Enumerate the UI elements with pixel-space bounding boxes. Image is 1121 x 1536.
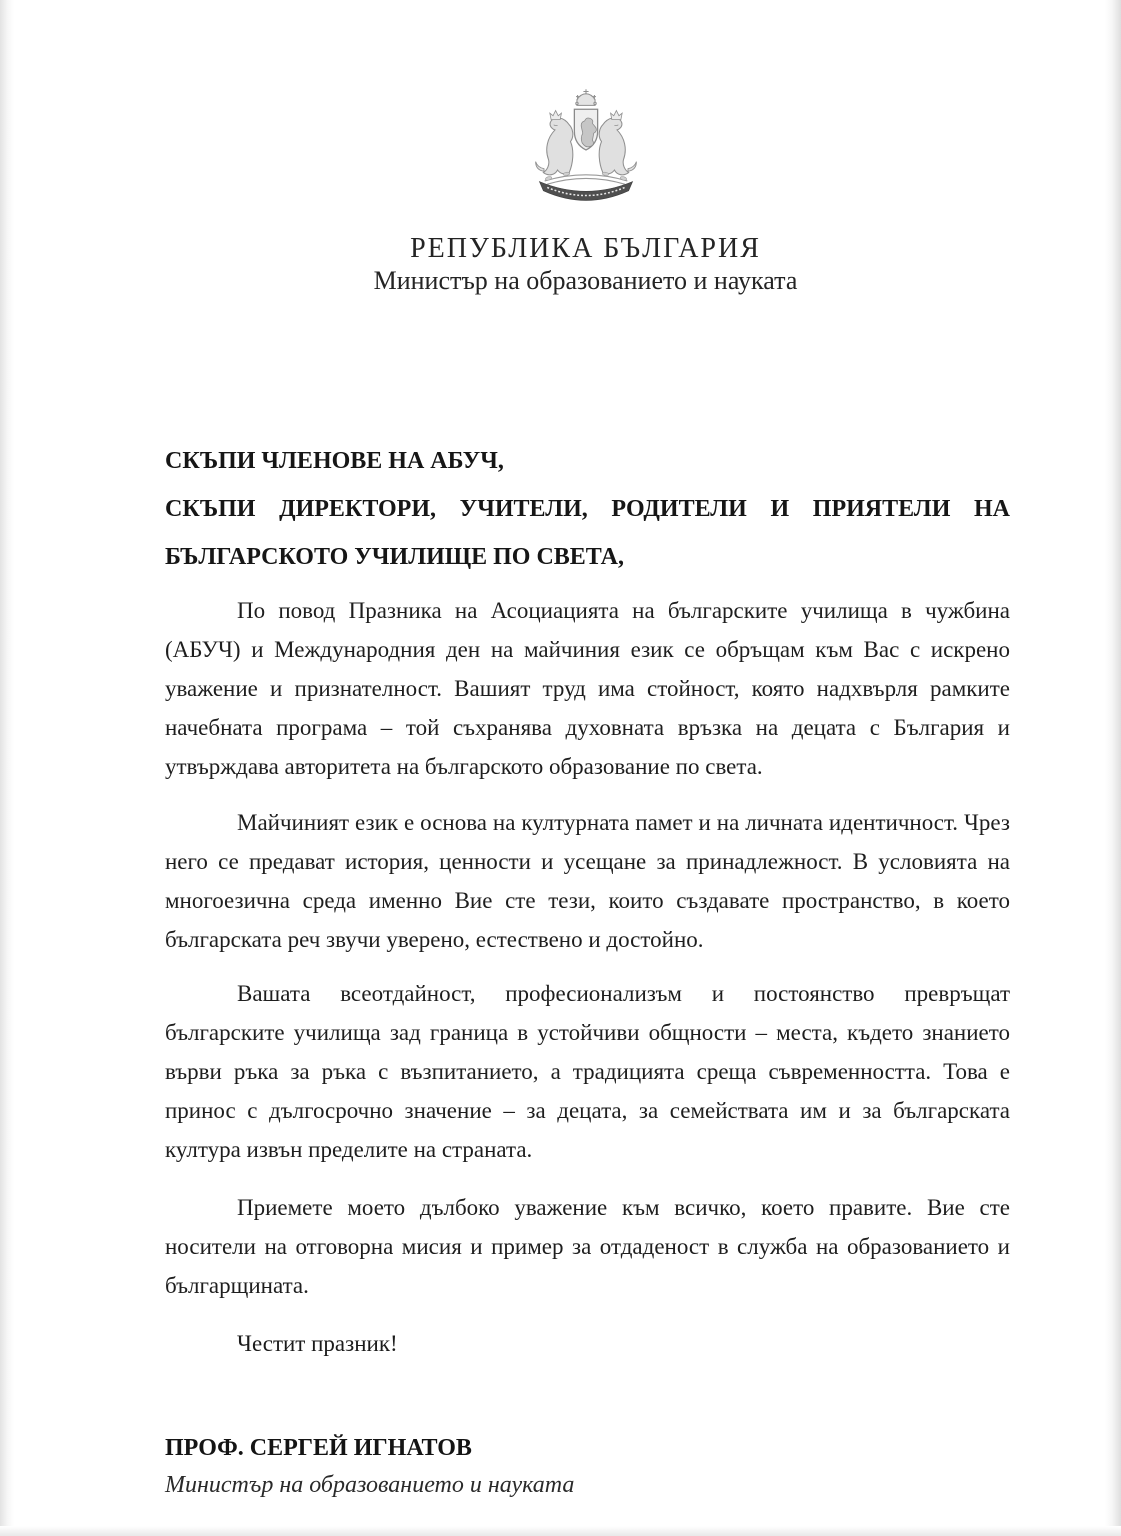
signature-title: Министър на образованието и науката bbox=[165, 1472, 575, 1498]
salutation bbox=[165, 437, 1010, 581]
page-edge-left bbox=[0, 0, 14, 1536]
paragraph-4: Приемете моето дълбоко уважение към всичко, което правите. Вие сте носители на отговорна мисия и пример за отдаденост в служба на образованието и българщината. bbox=[165, 1195, 1010, 1298]
minister-subtitle: Министър на образованието и науката bbox=[373, 266, 798, 295]
bulgarian-coat-of-arms-icon bbox=[514, 86, 658, 212]
paragraph-1: По повод Празника на Асоциацията на българските училища в чужбина (АБУЧ) и Международния ден на майчиния език се обръщам към Вас с искрено уважение и признателност. Вашият труд има стойност, която надхвърля рамките начебната програма – той съхранява духовната връзка на децата с България и утвърждава авторитета на българското образование по света. bbox=[165, 598, 1010, 779]
page-edge-bottom bbox=[0, 1526, 1121, 1536]
paragraph-3: Вашата всеотдайност, професионализъм и постоянство превръщат българските училища зад граница в устойчиви общности – места, където знанието върви ръка за ръка с възпитанието, а традицията среща съвременността. Това е принос с дългосрочно значение – за децата, за семействата им и за българската култура извън пределите на страната. bbox=[165, 981, 1010, 1162]
page-edge-right bbox=[1105, 0, 1121, 1536]
signature-name: ПРОФ. СЕРГЕЙ ИГНАТОВ bbox=[165, 1435, 472, 1461]
salutation-line-3: БЪЛГАРСКОТО УЧИЛИЩЕ ПО СВЕТА, bbox=[165, 544, 624, 570]
paragraph-2: Майчиният език е основа на културната памет и на личната идентичност. Чрез него се предават история, ценности и усещане за принадлежност. В условията на многоезична среда именно Вие сте тези, които създавате пространство, в което българската реч звучи уверено, естествено и достойно. bbox=[165, 810, 1010, 952]
closing-line: Честит празник! bbox=[237, 1331, 398, 1356]
letter-body bbox=[165, 437, 1010, 1500]
republic-title: РЕПУБЛИКА БЪЛГАРИЯ bbox=[410, 233, 761, 264]
salutation-line-1: СКЪПИ ЧЛЕНОВЕ НА АБУЧ, bbox=[165, 448, 504, 474]
letterhead bbox=[0, 0, 1121, 297]
salutation-line-2: СКЪПИ ДИРЕКТОРИ, УЧИТЕЛИ, РОДИТЕЛИ И ПРИЯТЕЛИ НА bbox=[165, 496, 1010, 522]
